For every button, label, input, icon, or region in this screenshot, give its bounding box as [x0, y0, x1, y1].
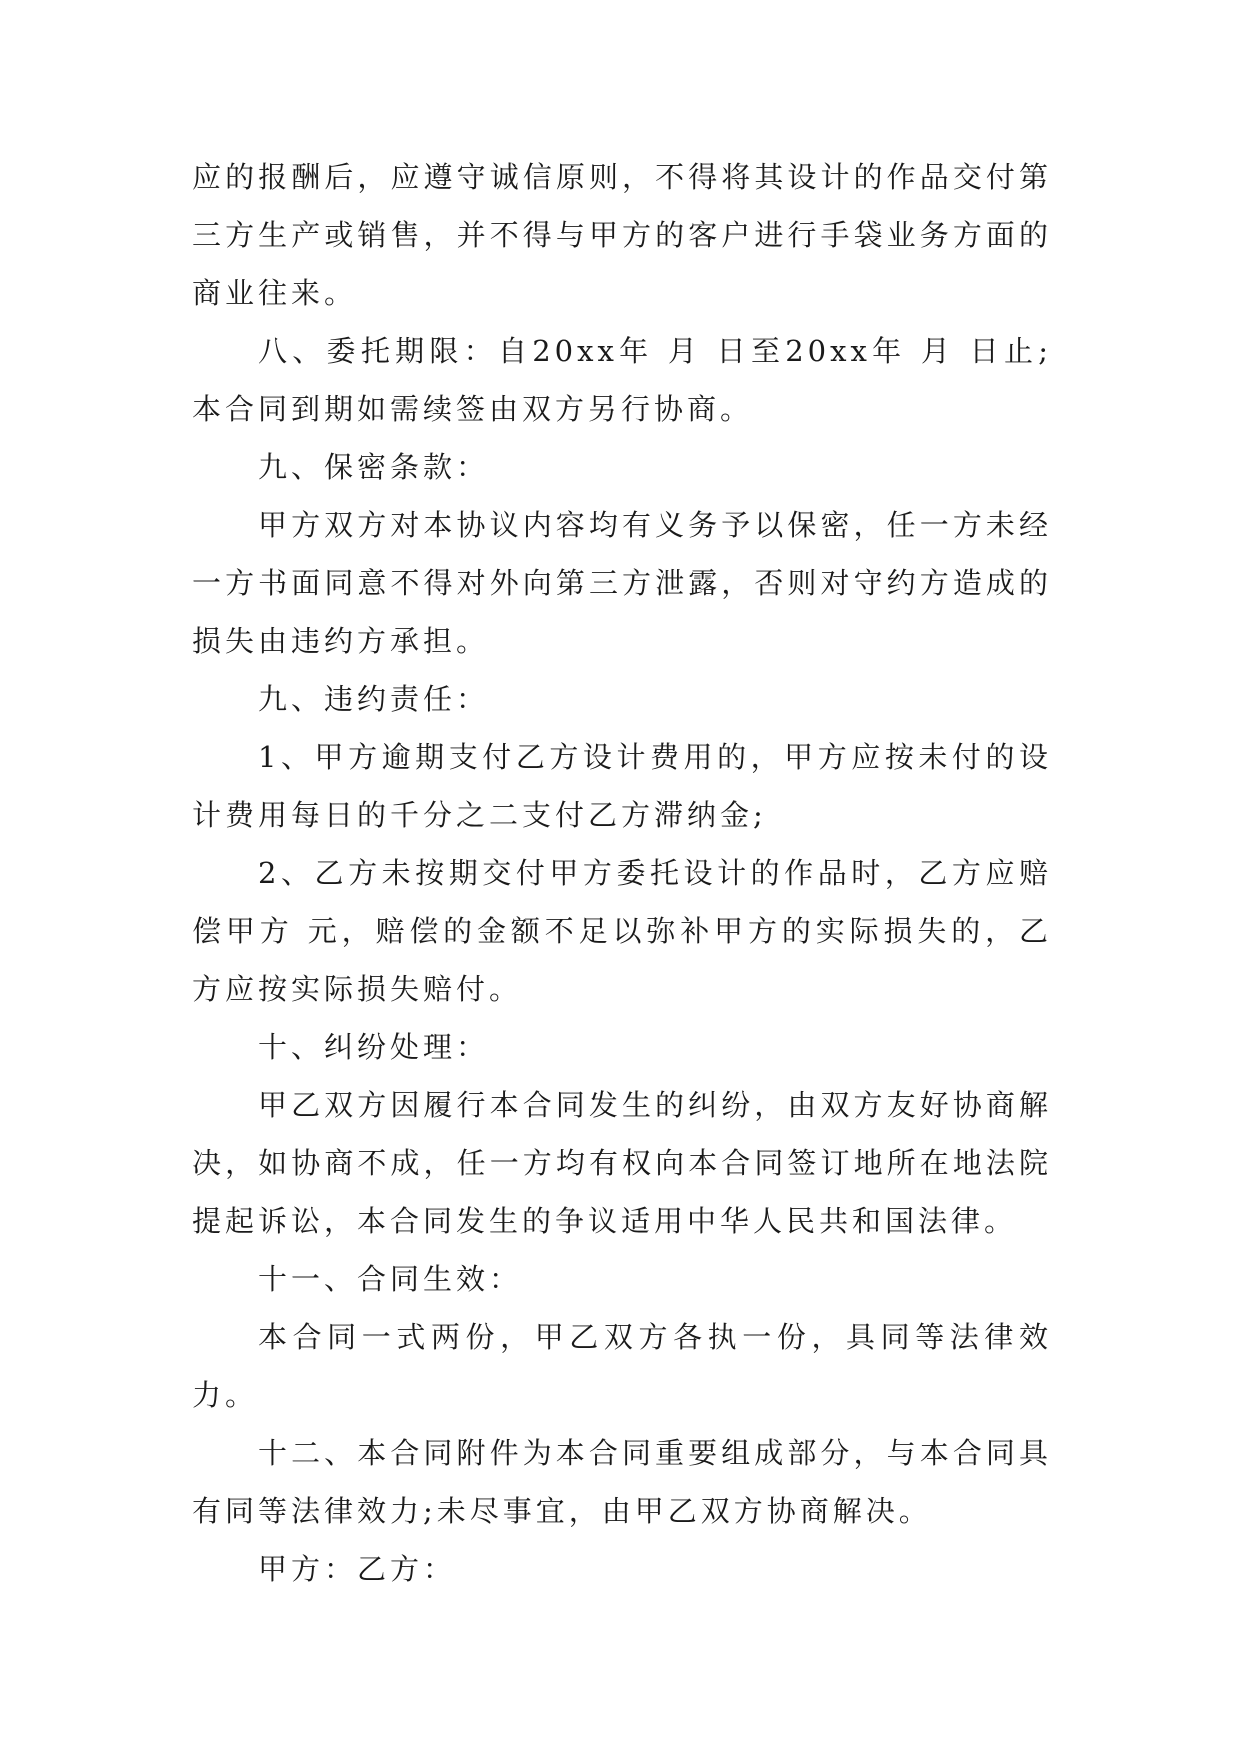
heading-liability: 九、违约责任： [258, 682, 490, 716]
paragraph-liability-2: 2、乙方未按期交付甲方委托设计的作品时，乙方应赔偿甲方 元，赔偿的金额不足以弥补甲方的实际损失的，乙方应按实际损失赔付。 [192, 856, 1052, 1006]
heading-effective: 十一、合同生效： [258, 1262, 523, 1296]
paragraph-liability-1: 1、甲方逾期支付乙方设计费用的，甲方应按未付的设计费用每日的千分之二支付乙方滞纳金; [192, 740, 1052, 832]
contract-page [192, 148, 1052, 1598]
paragraph-payment-integrity: 应的报酬后，应遵守诚信原则，不得将其设计的作品交付第三方生产或销售，并不得与甲方的客户进行手袋业务方面的商业往来。 [192, 160, 1052, 310]
paragraph-appendix: 十二、本合同附件为本合同重要组成部分，与本合同具有同等法律效力;未尽事宜，由甲乙双方协商解决。 [192, 1436, 1052, 1528]
signature-line: 甲方：乙方： [258, 1552, 457, 1586]
paragraph-dispute: 甲乙双方因履行本合同发生的纠纷，由双方友好协商解决，如协商不成，任一方均有权向本合同签订地所在地法院提起诉讼，本合同发生的争议适用中华人民共和国法律。 [192, 1088, 1052, 1238]
heading-confidentiality: 九、保密条款： [258, 450, 490, 484]
paragraph-term: 八、委托期限：自20xx年 月 日至20xx年 月 日止;本合同到期如需续签由双方另行协商。 [192, 334, 1052, 426]
heading-dispute: 十、纠纷处理： [258, 1030, 490, 1064]
paragraph-effective: 本合同一式两份，甲乙双方各执一份，具同等法律效力。 [192, 1320, 1052, 1412]
paragraph-confidentiality: 甲方双方对本协议内容均有义务予以保密，任一方未经一方书面同意不得对外向第三方泄露，否则对守约方造成的损失由违约方承担。 [192, 508, 1052, 658]
